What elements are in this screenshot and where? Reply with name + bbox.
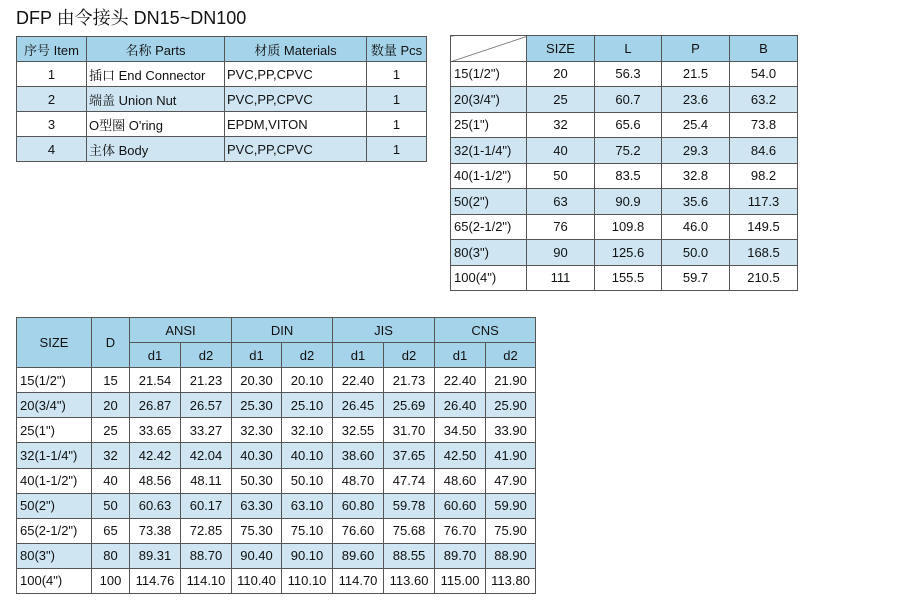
value-cell: 25.4 (662, 112, 730, 138)
value-cell: 47.90 (486, 468, 536, 493)
value-cell: 26.87 (130, 393, 181, 418)
dimensions-header-cell: SIZE (527, 36, 595, 62)
value-cell: 23.6 (662, 87, 730, 113)
table-row (17, 368, 536, 393)
size-cell: 25(1") (451, 112, 527, 138)
value-cell: 20 (92, 393, 130, 418)
value-cell: 210.5 (730, 265, 798, 291)
value-cell: 89.70 (435, 543, 486, 568)
value-cell: 110.10 (282, 568, 333, 593)
value-cell: 83.5 (595, 163, 662, 189)
value-cell: 60.7 (595, 87, 662, 113)
value-cell: 33.90 (486, 418, 536, 443)
parts-header-row (17, 37, 427, 62)
value-cell: 40.30 (232, 443, 282, 468)
table-row (17, 393, 536, 418)
value-cell: 32.30 (232, 418, 282, 443)
page-title: DFP 由令接头 DN15~DN100 (16, 8, 247, 28)
value-cell: 60.17 (181, 493, 232, 518)
dimensions-header-cell: L (595, 36, 662, 62)
value-cell: 50.10 (282, 468, 333, 493)
value-cell: 48.70 (333, 468, 384, 493)
parts-cell: 4 (17, 137, 87, 162)
value-cell: 65 (92, 518, 130, 543)
value-cell: 40.10 (282, 443, 333, 468)
table-row (451, 112, 798, 138)
value-cell: 98.2 (730, 163, 798, 189)
parts-table (16, 36, 427, 162)
value-cell: 38.60 (333, 443, 384, 468)
value-cell: 89.31 (130, 543, 181, 568)
value-cell: 63.2 (730, 87, 798, 113)
dimensions-header-cell: B (730, 36, 798, 62)
size-cell: 65(2-1/2") (451, 214, 527, 240)
value-cell: 110.40 (232, 568, 282, 593)
value-cell: 50.30 (232, 468, 282, 493)
value-cell: 114.76 (130, 568, 181, 593)
value-cell: 114.70 (333, 568, 384, 593)
value-cell: 32 (527, 112, 595, 138)
value-cell: 50 (92, 493, 130, 518)
value-cell: 26.40 (435, 393, 486, 418)
parts-cell: 1 (367, 62, 427, 87)
value-cell: 60.80 (333, 493, 384, 518)
sub-header-cell: d2 (181, 343, 232, 368)
value-cell: 40 (92, 468, 130, 493)
value-cell: 75.2 (595, 138, 662, 164)
value-cell: 25.90 (486, 393, 536, 418)
value-cell: 59.90 (486, 493, 536, 518)
value-cell: 15 (92, 368, 130, 393)
parts-cell: PVC,PP,CPVC (225, 137, 367, 162)
value-cell: 60.63 (130, 493, 181, 518)
table-row (17, 468, 536, 493)
value-cell: 41.90 (486, 443, 536, 468)
value-cell: 32 (92, 443, 130, 468)
size-cell: 15(1/2") (17, 368, 92, 393)
value-cell: 90.40 (232, 543, 282, 568)
parts-cell: 1 (367, 137, 427, 162)
value-cell: 125.6 (595, 240, 662, 266)
value-cell: 21.73 (384, 368, 435, 393)
sub-header-cell: d2 (282, 343, 333, 368)
value-cell: 48.60 (435, 468, 486, 493)
value-cell: 21.54 (130, 368, 181, 393)
standards-d-header: D (92, 318, 130, 368)
value-cell: 32.10 (282, 418, 333, 443)
value-cell: 46.0 (662, 214, 730, 240)
size-cell: 100(4") (451, 265, 527, 291)
value-cell: 114.10 (181, 568, 232, 593)
value-cell: 115.00 (435, 568, 486, 593)
table-row (451, 138, 798, 164)
parts-cell: PVC,PP,CPVC (225, 62, 367, 87)
value-cell: 22.40 (333, 368, 384, 393)
parts-cell: 1 (367, 112, 427, 137)
value-cell: 22.40 (435, 368, 486, 393)
parts-header-cell: 序号 Item (17, 37, 87, 62)
size-cell: 25(1") (17, 418, 92, 443)
value-cell: 25.30 (232, 393, 282, 418)
parts-cell: 插口 End Connector (87, 62, 225, 87)
parts-header-cell: 数量 Pcs (367, 37, 427, 62)
parts-cell: EPDM,VITON (225, 112, 367, 137)
value-cell: 89.60 (333, 543, 384, 568)
parts-cell: 1 (17, 62, 87, 87)
size-cell: 65(2-1/2") (17, 518, 92, 543)
value-cell: 33.27 (181, 418, 232, 443)
standards-group-cns: CNS (435, 318, 536, 343)
standards-body (17, 368, 536, 594)
size-cell: 80(3") (451, 240, 527, 266)
value-cell: 25 (527, 87, 595, 113)
parts-cell: 主体 Body (87, 137, 225, 162)
sub-header-cell: d1 (130, 343, 181, 368)
sub-header-cell: d2 (486, 343, 536, 368)
value-cell: 32.55 (333, 418, 384, 443)
size-cell: 40(1-1/2") (451, 163, 527, 189)
table-row (17, 418, 536, 443)
table-row (17, 493, 536, 518)
value-cell: 113.60 (384, 568, 435, 593)
value-cell: 88.55 (384, 543, 435, 568)
value-cell: 26.57 (181, 393, 232, 418)
value-cell: 25 (92, 418, 130, 443)
value-cell: 47.74 (384, 468, 435, 493)
size-cell: 50(2") (451, 189, 527, 215)
parts-header-cell: 材质 Materials (225, 37, 367, 62)
value-cell: 25.10 (282, 393, 333, 418)
table-row (17, 543, 536, 568)
value-cell: 21.5 (662, 61, 730, 87)
value-cell: 76.70 (435, 518, 486, 543)
value-cell: 48.56 (130, 468, 181, 493)
value-cell: 34.50 (435, 418, 486, 443)
value-cell: 20 (527, 61, 595, 87)
sub-header-cell: d1 (232, 343, 282, 368)
value-cell: 90.10 (282, 543, 333, 568)
parts-cell: 端盖 Union Nut (87, 87, 225, 112)
size-cell: 20(3/4") (17, 393, 92, 418)
value-cell: 90 (527, 240, 595, 266)
value-cell: 73.8 (730, 112, 798, 138)
value-cell: 75.90 (486, 518, 536, 543)
value-cell: 31.70 (384, 418, 435, 443)
value-cell: 75.10 (282, 518, 333, 543)
value-cell: 149.5 (730, 214, 798, 240)
table-row (451, 87, 798, 113)
size-cell: 15(1/2") (451, 61, 527, 87)
value-cell: 80 (92, 543, 130, 568)
table-row (451, 163, 798, 189)
value-cell: 21.90 (486, 368, 536, 393)
value-cell: 56.3 (595, 61, 662, 87)
table-row (17, 443, 536, 468)
value-cell: 76 (527, 214, 595, 240)
value-cell: 76.60 (333, 518, 384, 543)
dimensions-header-row (451, 36, 798, 62)
value-cell: 88.90 (486, 543, 536, 568)
value-cell: 65.6 (595, 112, 662, 138)
value-cell: 42.42 (130, 443, 181, 468)
parts-cell: 2 (17, 87, 87, 112)
parts-cell: O型圈 O'ring (87, 112, 225, 137)
value-cell: 21.23 (181, 368, 232, 393)
sub-header-cell: d1 (435, 343, 486, 368)
value-cell: 54.0 (730, 61, 798, 87)
dimensions-table (450, 35, 798, 291)
diagonal-header-cell (451, 36, 527, 62)
table-row (17, 518, 536, 543)
table-row (17, 568, 536, 593)
value-cell: 73.38 (130, 518, 181, 543)
value-cell: 33.65 (130, 418, 181, 443)
value-cell: 117.3 (730, 189, 798, 215)
value-cell: 72.85 (181, 518, 232, 543)
size-cell: 50(2") (17, 493, 92, 518)
value-cell: 32.8 (662, 163, 730, 189)
table-row (451, 214, 798, 240)
value-cell: 59.7 (662, 265, 730, 291)
value-cell: 60.60 (435, 493, 486, 518)
table-row (451, 61, 798, 87)
table-row (17, 87, 427, 112)
size-cell: 80(3") (17, 543, 92, 568)
value-cell: 100 (92, 568, 130, 593)
value-cell: 84.6 (730, 138, 798, 164)
value-cell: 155.5 (595, 265, 662, 291)
value-cell: 59.78 (384, 493, 435, 518)
value-cell: 20.30 (232, 368, 282, 393)
table-row (17, 62, 427, 87)
value-cell: 63.30 (232, 493, 282, 518)
standards-group-ansi: ANSI (130, 318, 232, 343)
size-cell: 40(1-1/2") (17, 468, 92, 493)
table-row (17, 112, 427, 137)
value-cell: 42.04 (181, 443, 232, 468)
standards-group-row (17, 318, 536, 343)
size-cell: 32(1-1/4") (451, 138, 527, 164)
value-cell: 50.0 (662, 240, 730, 266)
table-row (451, 265, 798, 291)
value-cell: 75.30 (232, 518, 282, 543)
value-cell: 35.6 (662, 189, 730, 215)
standards-table (16, 317, 536, 594)
value-cell: 29.3 (662, 138, 730, 164)
parts-cell: PVC,PP,CPVC (225, 87, 367, 112)
value-cell: 48.11 (181, 468, 232, 493)
table-row (17, 137, 427, 162)
table-row (451, 189, 798, 215)
size-cell: 20(3/4") (451, 87, 527, 113)
size-cell: 32(1-1/4") (17, 443, 92, 468)
standards-group-din: DIN (232, 318, 333, 343)
dimensions-header-cell: P (662, 36, 730, 62)
value-cell: 40 (527, 138, 595, 164)
value-cell: 75.68 (384, 518, 435, 543)
value-cell: 63 (527, 189, 595, 215)
size-cell: 100(4") (17, 568, 92, 593)
parts-header-cell: 名称 Parts (87, 37, 225, 62)
value-cell: 26.45 (333, 393, 384, 418)
value-cell: 88.70 (181, 543, 232, 568)
value-cell: 50 (527, 163, 595, 189)
value-cell: 168.5 (730, 240, 798, 266)
sub-header-cell: d2 (384, 343, 435, 368)
sub-header-cell: d1 (333, 343, 384, 368)
value-cell: 113.80 (486, 568, 536, 593)
value-cell: 20.10 (282, 368, 333, 393)
parts-cell: 3 (17, 112, 87, 137)
parts-cell: 1 (367, 87, 427, 112)
standards-group-jis: JIS (333, 318, 435, 343)
value-cell: 111 (527, 265, 595, 291)
value-cell: 37.65 (384, 443, 435, 468)
standards-size-header: SIZE (17, 318, 92, 368)
value-cell: 63.10 (282, 493, 333, 518)
value-cell: 42.50 (435, 443, 486, 468)
value-cell: 25.69 (384, 393, 435, 418)
table-row (451, 240, 798, 266)
value-cell: 109.8 (595, 214, 662, 240)
dimensions-body (451, 61, 798, 291)
value-cell: 90.9 (595, 189, 662, 215)
